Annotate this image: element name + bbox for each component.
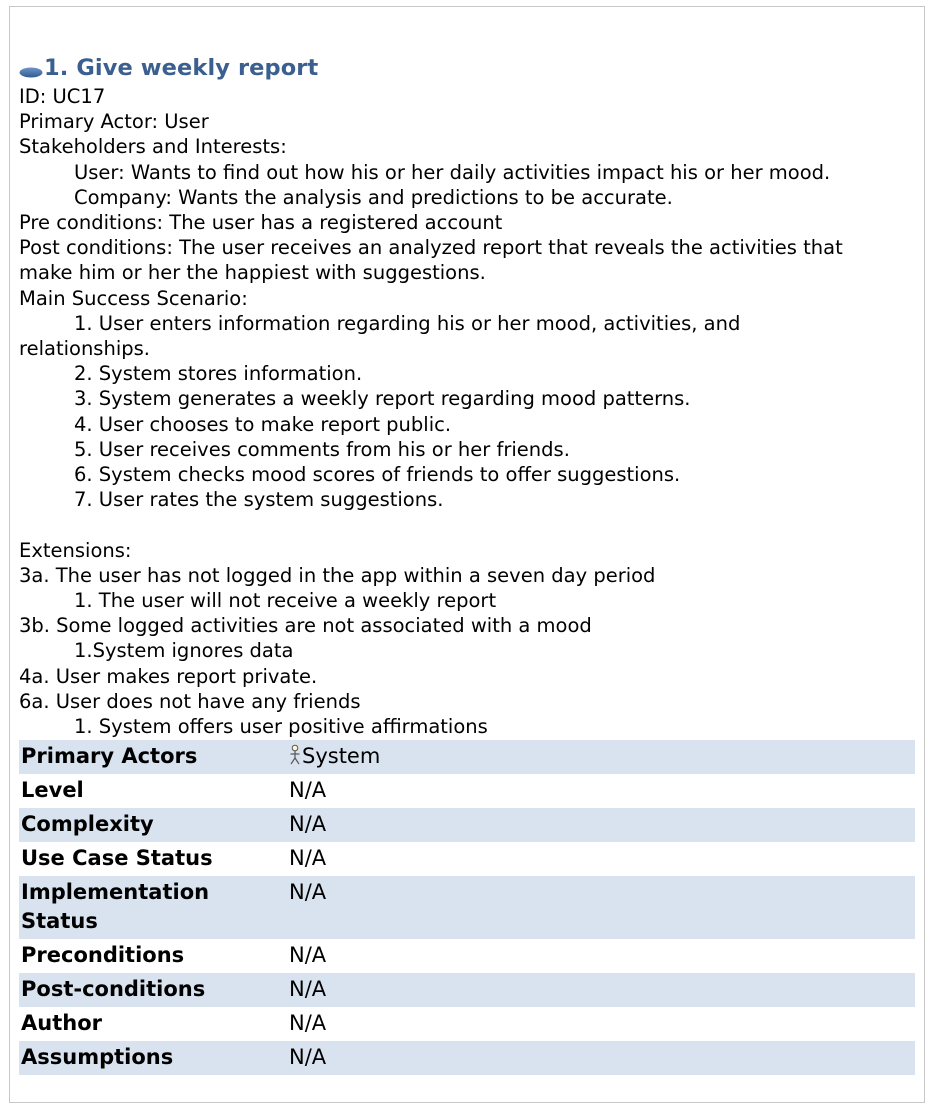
table-row: [19, 842, 915, 876]
table-row: [19, 740, 915, 774]
description-line: 7. User rates the system suggestions.: [74, 488, 444, 512]
author-label: Author: [21, 1011, 102, 1036]
usecase-title: 1. Give weekly report: [44, 55, 319, 81]
table-row: [19, 876, 915, 939]
description-line: [19, 512, 915, 537]
post-conditions-label: Post-conditions: [19, 973, 287, 1007]
description-line: 1.System ignores data: [74, 639, 294, 663]
actor-stick-figure-icon: [289, 744, 301, 766]
use-case-status-label: Use Case Status: [21, 846, 213, 871]
description-line: 5. User receives comments from his or her friends.: [74, 437, 570, 461]
description-line: 4. User chooses to make report public.: [74, 412, 452, 436]
primary-actor-name: System: [302, 744, 381, 769]
level-value: N/A: [289, 778, 327, 803]
preconditions-value: N/A: [289, 943, 327, 968]
description-line: relationships.: [19, 337, 150, 361]
author-value: N/A: [289, 1011, 327, 1036]
table-row: [19, 1041, 915, 1075]
primary-actors-label: Primary Actors: [19, 740, 287, 774]
description-line: Post conditions: The user receives an analyzed report that reveals the activities that: [19, 236, 843, 260]
implementation-status-label: Implementation Status: [19, 876, 287, 939]
description-line: 6. System checks mood scores of friends to offer suggestions.: [74, 463, 681, 487]
implementation-status-value: N/A: [287, 876, 915, 939]
primary-actors-value: [287, 740, 915, 774]
usecase-ellipse-icon: [19, 63, 43, 74]
description-line: Main Success Scenario:: [19, 286, 248, 310]
post-conditions-value: N/A: [287, 973, 915, 1007]
description-line: User: Wants to find out how his or her daily activities impact his or her mood.: [74, 160, 831, 184]
description-line: 2. System stores information.: [74, 362, 363, 386]
usecase-header: [19, 52, 915, 84]
table-row: [19, 808, 915, 842]
description-line: ID: UC17: [19, 85, 106, 108]
preconditions-label: Preconditions: [21, 943, 185, 968]
description-line: 1. The user will not receive a weekly report: [74, 589, 497, 613]
complexity-value: N/A: [287, 808, 915, 842]
complexity-label: Complexity: [19, 808, 287, 842]
usecase-report: [19, 52, 915, 1075]
description-line: 3. System generates a weekly report regarding mood patterns.: [74, 387, 691, 411]
table-row: [19, 774, 915, 808]
description-line: Stakeholders and Interests:: [19, 135, 287, 159]
assumptions-value: N/A: [287, 1041, 915, 1075]
description-line: Extensions:: [19, 538, 132, 562]
usecase-description: [19, 84, 915, 739]
description-line: 1. System offers user positive affirmations: [74, 715, 488, 739]
description-line: 1. User enters information regarding his or her mood, activities, and: [74, 311, 741, 335]
description-line: Company: Wants the analysis and predictions to be accurate.: [74, 185, 673, 209]
table-row: [19, 1007, 915, 1041]
table-row: [19, 939, 915, 973]
description-line: 3a. The user has not logged in the app within a seven day period: [19, 563, 656, 587]
description-line: 6a. User does not have any friends: [19, 689, 361, 713]
level-label: Level: [21, 778, 84, 803]
description-line: make him or her the happiest with suggestions.: [19, 261, 486, 285]
table-row: [19, 973, 915, 1007]
assumptions-label: Assumptions: [19, 1041, 287, 1075]
description-line: 3b. Some logged activities are not associated with a mood: [19, 614, 592, 638]
use-case-status-value: N/A: [289, 846, 327, 871]
description-line: Pre conditions: The user has a registered account: [19, 211, 503, 235]
description-line: 4a. User makes report private.: [19, 664, 318, 688]
properties-table: [19, 740, 915, 1075]
description-line: Primary Actor: User: [19, 110, 209, 134]
